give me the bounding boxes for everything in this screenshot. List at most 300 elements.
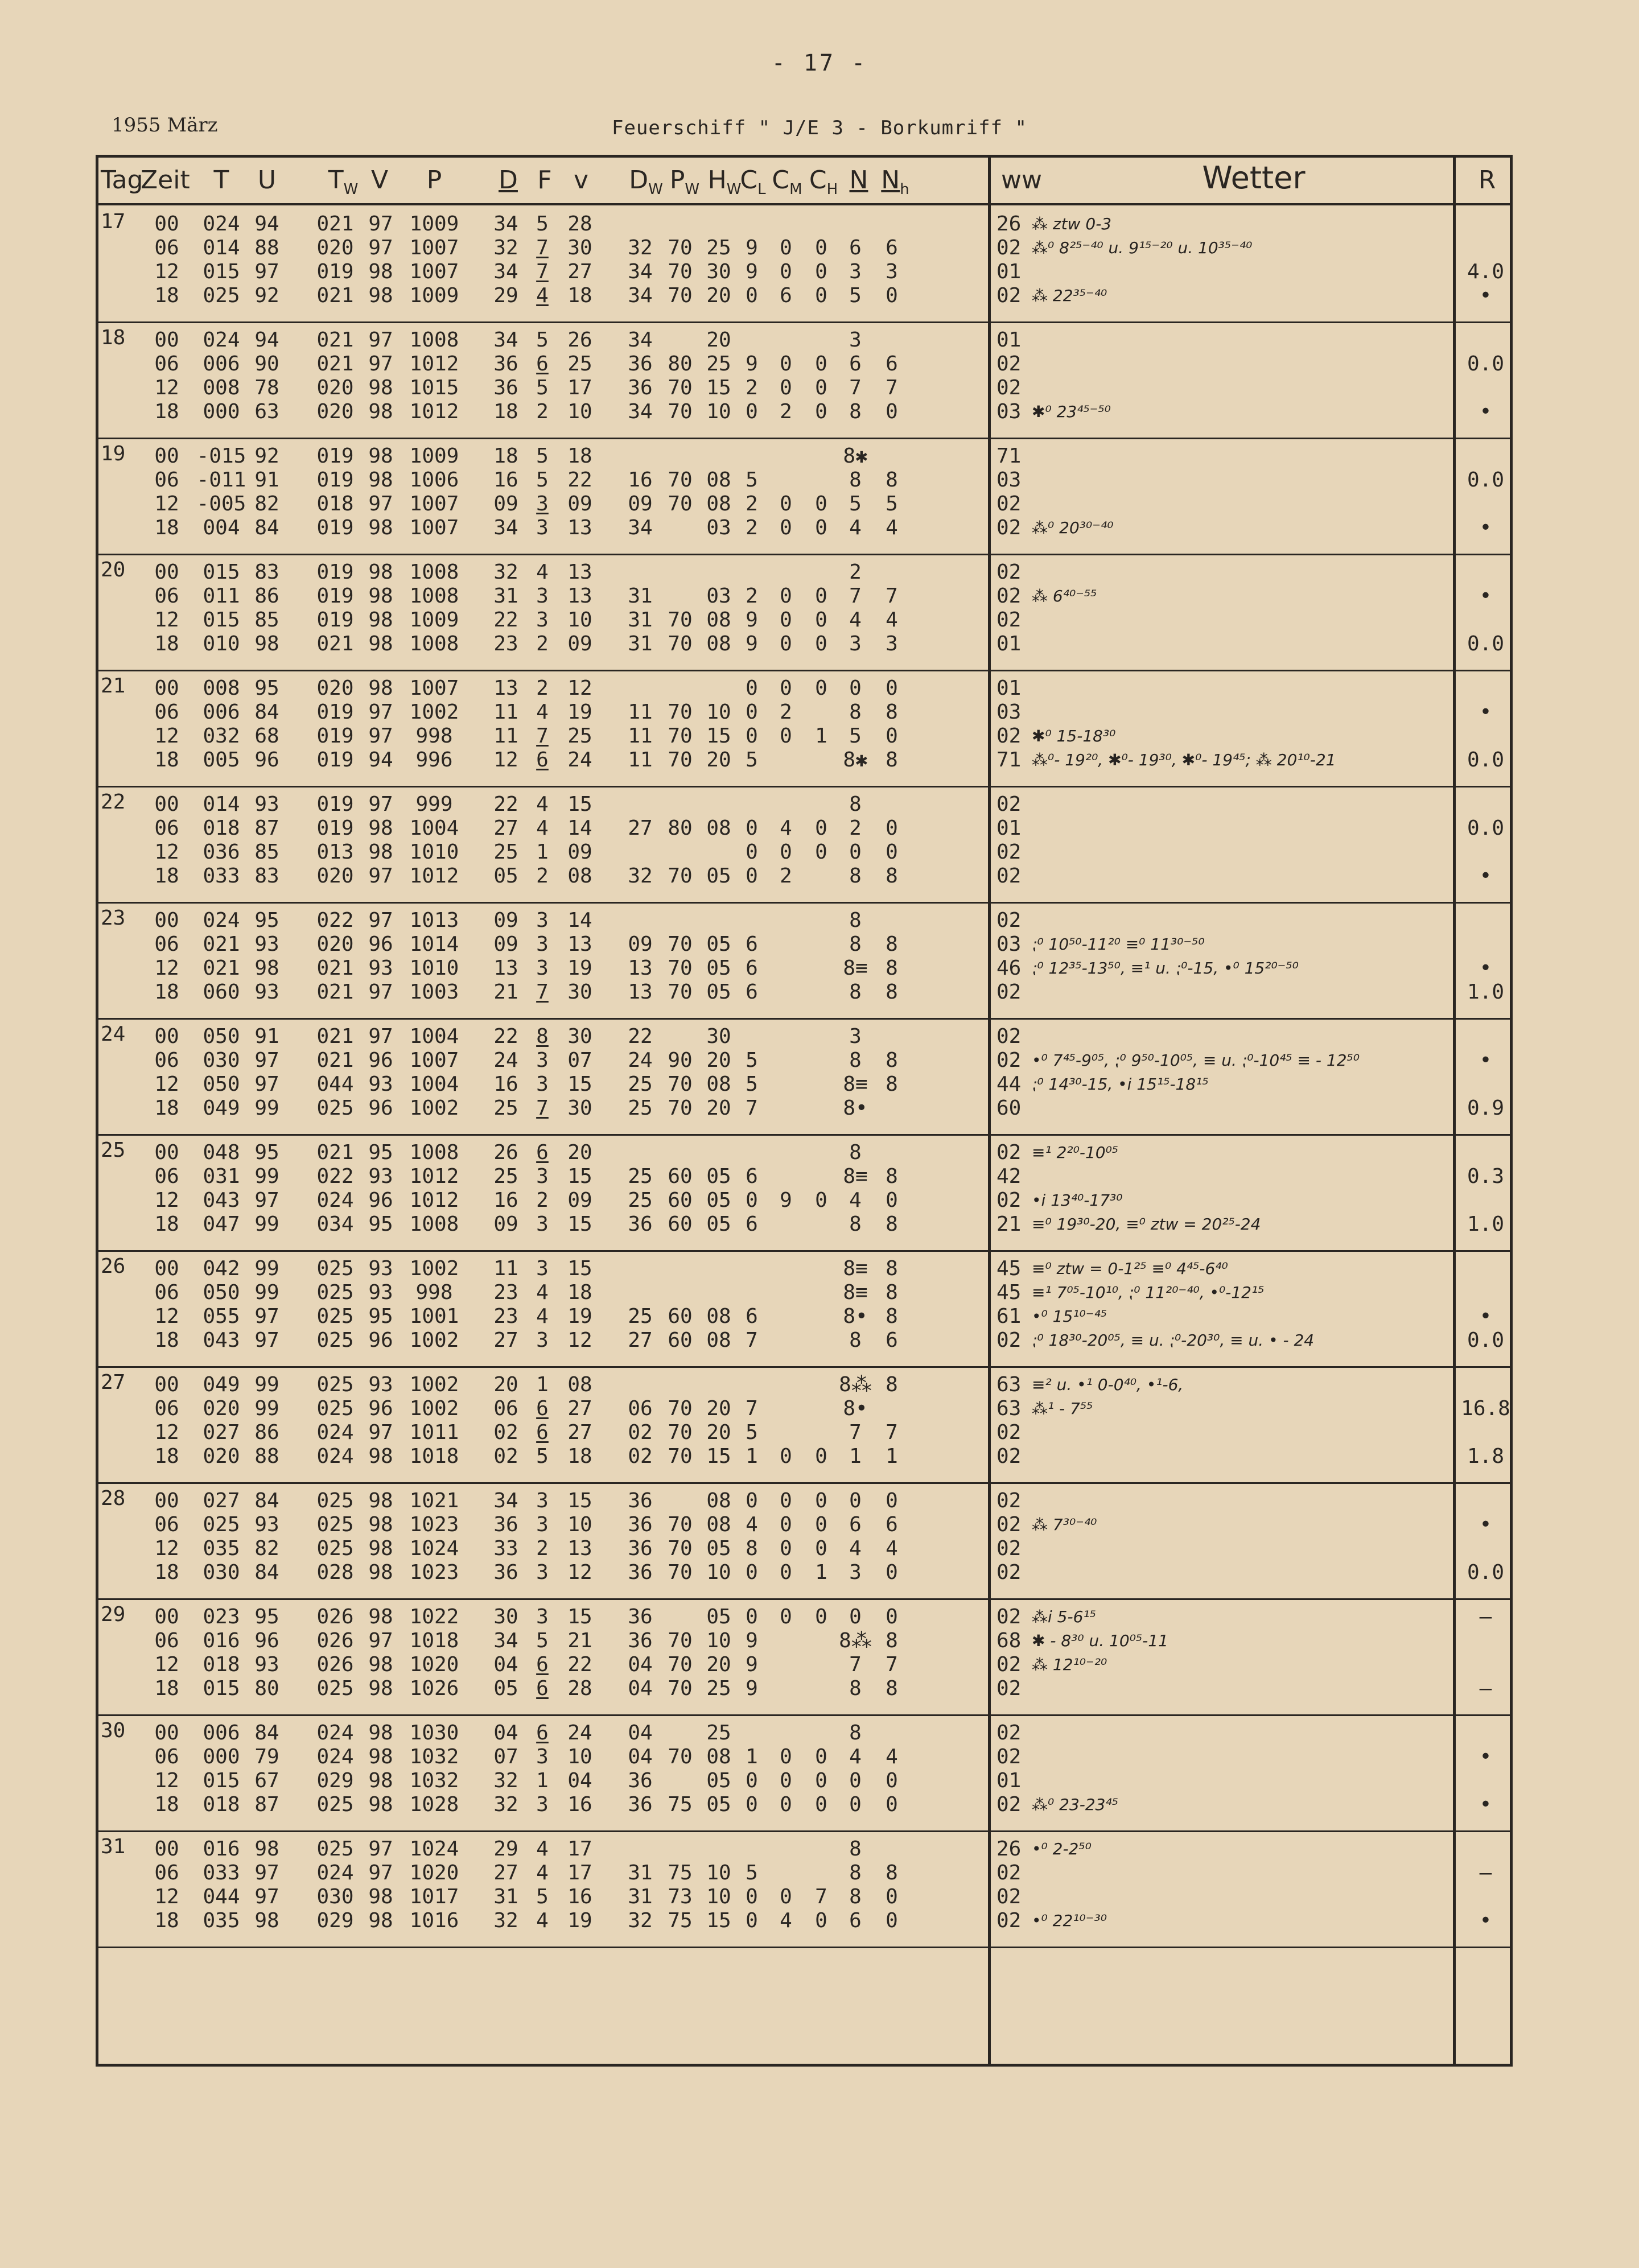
cell-f: 5 xyxy=(536,328,549,352)
day-block xyxy=(98,1482,1510,1598)
cell-ch: 0 xyxy=(815,1745,827,1768)
col-header-zeit: Zeit xyxy=(141,166,190,195)
cell-r: • xyxy=(1479,1909,1492,1932)
day-separator xyxy=(98,1018,1510,1020)
cell-tw: 025 xyxy=(316,1281,354,1304)
cell-p: 1012 xyxy=(409,1189,459,1212)
col-header-ww: ww xyxy=(1001,166,1042,195)
cell-t: 008 xyxy=(203,376,240,399)
cell-cm: 0 xyxy=(780,1605,792,1628)
cell-nh: 1 xyxy=(886,1445,898,1468)
cell-p: 1030 xyxy=(409,1721,459,1745)
cell-u: 84 xyxy=(254,1489,279,1512)
cell-vv: 09 xyxy=(567,1189,592,1212)
cell-wetter-remark: ≡⁰ ztw = 0-1²⁵ ≡⁰ 4⁴⁵-6⁴⁰ xyxy=(1032,1259,1228,1278)
cell-ww: 46 xyxy=(996,956,1022,980)
cell-ww: 02 xyxy=(996,864,1022,888)
day-block xyxy=(98,670,1510,786)
observation-row xyxy=(98,793,1510,817)
cell-ww: 63 xyxy=(996,1373,1022,1396)
cell-f: 3 xyxy=(536,1049,549,1072)
cell-ww: 02 xyxy=(996,560,1022,584)
cell-hw: 08 xyxy=(706,492,731,516)
cell-t: 006 xyxy=(203,352,240,376)
cell-dw: 31 xyxy=(628,584,653,608)
cell-ww: 61 xyxy=(996,1305,1022,1328)
cell-n: 8 xyxy=(849,1885,862,1908)
cell-d: 32 xyxy=(493,1909,518,1932)
cell-v: 97 xyxy=(368,1025,393,1048)
cell-zeit: 18 xyxy=(154,1329,179,1352)
cell-ch: 0 xyxy=(815,1793,827,1816)
cell-p: 1010 xyxy=(409,956,459,980)
cell-p: 1028 xyxy=(409,1793,459,1816)
cell-ww: 45 xyxy=(996,1257,1022,1280)
cell-v: 98 xyxy=(368,817,393,840)
cell-vv: 25 xyxy=(567,352,592,376)
cell-hw: 20 xyxy=(706,328,731,352)
cell-r: • xyxy=(1479,1049,1492,1072)
cell-dw: 09 xyxy=(628,933,653,956)
cell-t: 025 xyxy=(203,284,240,307)
cell-f: 7 xyxy=(536,260,549,283)
observation-row xyxy=(98,1885,1510,1909)
cell-p: 1024 xyxy=(409,1837,459,1861)
cell-tw: 044 xyxy=(316,1073,354,1096)
cell-cm: 0 xyxy=(780,1885,792,1908)
cell-zeit: 12 xyxy=(154,608,179,632)
cell-hw: 10 xyxy=(706,1629,731,1652)
cell-u: 84 xyxy=(254,700,279,724)
cell-d: 34 xyxy=(493,1489,518,1512)
cell-vv: 15 xyxy=(567,1489,592,1512)
cell-nh: 0 xyxy=(886,1561,898,1584)
cell-ww: 02 xyxy=(996,1513,1022,1536)
cell-d: 12 xyxy=(493,748,518,772)
cell-d: 02 xyxy=(493,1421,518,1444)
cell-ww: 01 xyxy=(996,817,1022,840)
cell-u: 88 xyxy=(254,1445,279,1468)
cell-v: 98 xyxy=(368,1885,393,1908)
cell-pw: 70 xyxy=(668,608,693,632)
cell-r: 0.0 xyxy=(1467,632,1505,655)
cell-v: 98 xyxy=(368,1909,393,1932)
cell-hw: 05 xyxy=(706,1769,731,1792)
cell-hw: 10 xyxy=(706,1561,731,1584)
cell-f: 3 xyxy=(536,909,549,932)
cell-d: 22 xyxy=(493,608,518,632)
cell-v: 94 xyxy=(368,748,393,772)
cell-n: 3 xyxy=(849,632,862,655)
cell-r: 0.9 xyxy=(1467,1096,1505,1120)
cell-v: 96 xyxy=(368,933,393,956)
cell-n: 4 xyxy=(849,516,862,539)
cell-dw: 16 xyxy=(628,468,653,492)
cell-t: 049 xyxy=(203,1373,240,1396)
cell-ww: 02 xyxy=(996,1329,1022,1352)
cell-t: 000 xyxy=(203,1745,240,1768)
cell-f: 8 xyxy=(536,1025,549,1048)
cell-r: – xyxy=(1479,1605,1492,1628)
cell-u: 86 xyxy=(254,1421,279,1444)
cell-ww: 02 xyxy=(996,909,1022,932)
cell-n: 8 xyxy=(849,980,862,1004)
cell-cl: 6 xyxy=(746,1305,758,1328)
day-number: 18 xyxy=(101,326,126,349)
cell-hw: 20 xyxy=(706,1421,731,1444)
cell-tw: 025 xyxy=(316,1677,354,1700)
cell-v: 97 xyxy=(368,793,393,816)
cell-vv: 04 xyxy=(567,1769,592,1792)
observation-row xyxy=(98,956,1510,980)
cell-dw: 34 xyxy=(628,284,653,307)
cell-dw: 04 xyxy=(628,1677,653,1700)
cell-pw: 70 xyxy=(668,1513,693,1536)
cell-d: 23 xyxy=(493,632,518,655)
cell-zeit: 12 xyxy=(154,260,179,283)
cell-zeit: 00 xyxy=(154,1141,179,1164)
cell-nh: 8 xyxy=(886,1165,898,1188)
cell-nh: 3 xyxy=(886,260,898,283)
cell-p: 1020 xyxy=(409,1653,459,1676)
day-separator xyxy=(98,1947,1510,1948)
cell-v: 96 xyxy=(368,1329,393,1352)
cell-tw: 022 xyxy=(316,1165,354,1188)
cell-zeit: 18 xyxy=(154,400,179,423)
cell-pw: 70 xyxy=(668,980,693,1004)
cell-f: 7 xyxy=(536,1096,549,1120)
cell-dw: 34 xyxy=(628,260,653,283)
cell-nh: 8 xyxy=(886,468,898,492)
cell-n: 8• xyxy=(843,1096,868,1120)
cell-vv: 12 xyxy=(567,1561,592,1584)
cell-t: 035 xyxy=(203,1909,240,1932)
cell-cl: 0 xyxy=(746,1909,758,1932)
cell-wetter-remark: ⁂ ztw 0-3 xyxy=(1032,215,1112,233)
cell-t: 024 xyxy=(203,328,240,352)
cell-cl: 5 xyxy=(746,748,758,772)
cell-t: 018 xyxy=(203,1793,240,1816)
observation-row xyxy=(98,1421,1510,1445)
cell-cl: 0 xyxy=(746,400,758,423)
cell-d: 34 xyxy=(493,516,518,539)
cell-ch: 0 xyxy=(815,1189,827,1212)
cell-tw: 021 xyxy=(316,352,354,376)
cell-wetter-remark: ⁏⁰ 12³⁵-13⁵⁰, ≡¹ u. ⁏⁰-15, •⁰ 15²⁰⁻⁵⁰ xyxy=(1032,959,1299,978)
day-separator xyxy=(98,1250,1510,1252)
observation-row xyxy=(98,1025,1510,1049)
cell-ch: 1 xyxy=(815,724,827,748)
day-number: 29 xyxy=(101,1603,126,1626)
cell-ww: 02 xyxy=(996,376,1022,399)
cell-wetter-remark: ⁂ 12¹⁰⁻²⁰ xyxy=(1032,1655,1107,1674)
cell-d: 21 xyxy=(493,980,518,1004)
cell-vv: 09 xyxy=(567,632,592,655)
cell-dw: 25 xyxy=(628,1165,653,1188)
cell-hw: 30 xyxy=(706,260,731,283)
cell-u: 63 xyxy=(254,400,279,423)
observation-row xyxy=(98,1721,1510,1745)
cell-d: 22 xyxy=(493,793,518,816)
cell-tw: 025 xyxy=(316,1397,354,1420)
cell-pw: 70 xyxy=(668,1397,693,1420)
cell-d: 34 xyxy=(493,212,518,236)
cell-pw: 70 xyxy=(668,1677,693,1700)
cell-v: 98 xyxy=(368,516,393,539)
cell-nh: 8 xyxy=(886,1861,898,1884)
cell-t: 015 xyxy=(203,260,240,283)
cell-v: 93 xyxy=(368,1257,393,1280)
cell-nh: 4 xyxy=(886,608,898,632)
cell-nh: 8 xyxy=(886,700,898,724)
cell-vv: 10 xyxy=(567,608,592,632)
cell-cl: 7 xyxy=(746,1397,758,1420)
cell-hw: 20 xyxy=(706,284,731,307)
cell-zeit: 06 xyxy=(154,468,179,492)
cell-tw: 028 xyxy=(316,1561,354,1584)
cell-ch: 0 xyxy=(815,284,827,307)
cell-hw: 15 xyxy=(706,1909,731,1932)
cell-nh: 8 xyxy=(886,980,898,1004)
cell-cm: 0 xyxy=(780,376,792,399)
cell-vv: 21 xyxy=(567,1629,592,1652)
cell-u: 97 xyxy=(254,1329,279,1352)
cell-t: 055 xyxy=(203,1305,240,1328)
cell-ww: 71 xyxy=(996,748,1022,772)
cell-u: 99 xyxy=(254,1165,279,1188)
cell-u: 99 xyxy=(254,1373,279,1396)
cell-vv: 22 xyxy=(567,468,592,492)
cell-cm: 0 xyxy=(780,1537,792,1560)
cell-n: 3 xyxy=(849,260,862,283)
cell-hw: 05 xyxy=(706,1189,731,1212)
cell-vv: 30 xyxy=(567,1025,592,1048)
cell-vv: 13 xyxy=(567,933,592,956)
cell-ww: 02 xyxy=(996,1421,1022,1444)
cell-wetter-remark: •⁰ 2-2⁵⁰ xyxy=(1032,1840,1092,1858)
cell-pw: 90 xyxy=(668,1049,693,1072)
cell-zeit: 00 xyxy=(154,1025,179,1048)
cell-tw: 024 xyxy=(316,1445,354,1468)
cell-wetter-remark: ⁂ 6⁴⁰⁻⁵⁵ xyxy=(1032,587,1097,605)
cell-f: 3 xyxy=(536,933,549,956)
cell-zeit: 00 xyxy=(154,909,179,932)
cell-nh: 0 xyxy=(886,1909,898,1932)
year-month-label: 1955 März xyxy=(112,114,218,137)
cell-hw: 03 xyxy=(706,516,731,539)
cell-n: 8 xyxy=(849,1837,862,1861)
cell-u: 97 xyxy=(254,1861,279,1884)
cell-tw: 013 xyxy=(316,840,354,864)
cell-tw: 020 xyxy=(316,400,354,423)
observation-row xyxy=(98,400,1510,424)
cell-d: 13 xyxy=(493,677,518,700)
cell-d: 22 xyxy=(493,1025,518,1048)
cell-t: 018 xyxy=(203,817,240,840)
cell-pw: 70 xyxy=(668,376,693,399)
cell-v: 93 xyxy=(368,1165,393,1188)
cell-ww: 02 xyxy=(996,1721,1022,1745)
cell-vv: 27 xyxy=(567,1397,592,1420)
cell-p: 1008 xyxy=(409,1141,459,1164)
cell-d: 09 xyxy=(493,933,518,956)
cell-zeit: 18 xyxy=(154,1213,179,1236)
cell-tw: 025 xyxy=(316,1373,354,1396)
col-header-dw: $D_W$ xyxy=(629,166,663,198)
cell-u: 85 xyxy=(254,840,279,864)
cell-vv: 30 xyxy=(567,236,592,259)
cell-ww: 01 xyxy=(996,260,1022,283)
cell-zeit: 00 xyxy=(154,328,179,352)
cell-ww: 02 xyxy=(996,608,1022,632)
cell-vv: 10 xyxy=(567,400,592,423)
cell-hw: 08 xyxy=(706,1305,731,1328)
observation-row xyxy=(98,352,1510,376)
cell-cl: 0 xyxy=(746,817,758,840)
day-separator xyxy=(98,1482,1510,1484)
day-separator xyxy=(98,670,1510,671)
cell-ww: 02 xyxy=(996,1677,1022,1700)
cell-n: 8 xyxy=(849,793,862,816)
cell-cm: 0 xyxy=(780,1793,792,1816)
col-header-r: R xyxy=(1478,166,1496,195)
cell-ww: 02 xyxy=(996,1489,1022,1512)
cell-p: 1032 xyxy=(409,1769,459,1792)
cell-ww: 02 xyxy=(996,1141,1022,1164)
cell-f: 3 xyxy=(536,608,549,632)
observation-row xyxy=(98,1165,1510,1189)
cell-t: 050 xyxy=(203,1281,240,1304)
observation-row xyxy=(98,980,1510,1004)
cell-pw: 80 xyxy=(668,817,693,840)
observation-row xyxy=(98,1073,1510,1096)
cell-nh: 7 xyxy=(886,584,898,608)
col-header-pw: $P_W$ xyxy=(669,166,700,198)
cell-dw: 32 xyxy=(628,864,653,888)
day-number: 30 xyxy=(101,1719,126,1742)
observation-row xyxy=(98,376,1510,400)
cell-n: 8• xyxy=(843,1397,868,1420)
cell-wetter-remark: •⁰ 22¹⁰⁻³⁰ xyxy=(1032,1911,1107,1930)
observation-row xyxy=(98,1629,1510,1653)
cell-hw: 15 xyxy=(706,724,731,748)
cell-f: 3 xyxy=(536,1257,549,1280)
cell-u: 84 xyxy=(254,1561,279,1584)
cell-dw: 02 xyxy=(628,1421,653,1444)
cell-dw: 25 xyxy=(628,1305,653,1328)
cell-zeit: 06 xyxy=(154,1629,179,1652)
cell-v: 98 xyxy=(368,1537,393,1560)
cell-pw: 70 xyxy=(668,492,693,516)
cell-pw: 75 xyxy=(668,1909,693,1932)
cell-cl: 0 xyxy=(746,1189,758,1212)
cell-nh: 0 xyxy=(886,1769,898,1792)
cell-n: 8 xyxy=(849,1861,862,1884)
cell-hw: 05 xyxy=(706,864,731,888)
cell-t: 043 xyxy=(203,1189,240,1212)
cell-nh: 8 xyxy=(886,1073,898,1096)
cell-v: 98 xyxy=(368,1677,393,1700)
cell-vv: 28 xyxy=(567,1677,592,1700)
cell-wetter-remark: ✱⁰ 23⁴⁵⁻⁵⁰ xyxy=(1032,402,1111,421)
cell-zeit: 00 xyxy=(154,444,179,468)
cell-tw: 021 xyxy=(316,1049,354,1072)
observation-row xyxy=(98,1329,1510,1352)
cell-vv: 17 xyxy=(567,1861,592,1884)
cell-wetter-remark: ⁂⁰- 19²⁰, ✱⁰- 19³⁰, ✱⁰- 19⁴⁵; ⁂ 20¹⁰-21 xyxy=(1032,750,1336,769)
cell-hw: 05 xyxy=(706,1537,731,1560)
observation-table xyxy=(96,155,1513,2067)
cell-tw: 026 xyxy=(316,1629,354,1652)
cell-f: 3 xyxy=(536,1745,549,1768)
cell-nh: 8 xyxy=(886,1049,898,1072)
cell-cl: 9 xyxy=(746,1653,758,1676)
cell-v: 93 xyxy=(368,956,393,980)
cell-d: 11 xyxy=(493,1257,518,1280)
cell-dw: 36 xyxy=(628,352,653,376)
cell-vv: 16 xyxy=(567,1793,592,1816)
cell-r: • xyxy=(1479,1513,1492,1536)
observation-row xyxy=(98,560,1510,584)
cell-tw: 021 xyxy=(316,980,354,1004)
cell-d: 06 xyxy=(493,1397,518,1420)
cell-d: 36 xyxy=(493,352,518,376)
cell-pw: 70 xyxy=(668,260,693,283)
cell-cm: 0 xyxy=(780,1561,792,1584)
cell-tw: 025 xyxy=(316,1489,354,1512)
cell-nh: 8 xyxy=(886,1677,898,1700)
cell-hw: 05 xyxy=(706,933,731,956)
cell-u: 88 xyxy=(254,236,279,259)
cell-v: 98 xyxy=(368,376,393,399)
cell-u: 99 xyxy=(254,1096,279,1120)
cell-t: 042 xyxy=(203,1257,240,1280)
cell-cl: 9 xyxy=(746,260,758,283)
cell-zeit: 00 xyxy=(154,677,179,700)
cell-v: 95 xyxy=(368,1213,393,1236)
observation-row xyxy=(98,840,1510,864)
cell-hw: 25 xyxy=(706,1721,731,1745)
cell-pw: 70 xyxy=(668,1537,693,1560)
cell-dw: 34 xyxy=(628,328,653,352)
cell-tw: 021 xyxy=(316,328,354,352)
page-number: - 17 - xyxy=(771,50,868,76)
cell-p: 1008 xyxy=(409,1213,459,1236)
cell-zeit: 12 xyxy=(154,724,179,748)
cell-u: 97 xyxy=(254,1073,279,1096)
cell-vv: 17 xyxy=(567,376,592,399)
cell-zeit: 18 xyxy=(154,1445,179,1468)
cell-tw: 019 xyxy=(316,468,354,492)
cell-cl: 0 xyxy=(746,1561,758,1584)
cell-wetter-remark: ✱⁰ 15-18³⁰ xyxy=(1032,727,1116,745)
cell-t: 032 xyxy=(203,724,240,748)
cell-r: • xyxy=(1479,1793,1492,1816)
day-number: 24 xyxy=(101,1022,126,1046)
day-number: 26 xyxy=(101,1255,126,1278)
cell-dw: 04 xyxy=(628,1721,653,1745)
cell-t: 011 xyxy=(203,584,240,608)
cell-n: 7 xyxy=(849,1653,862,1676)
cell-v: 98 xyxy=(368,468,393,492)
cell-u: 93 xyxy=(254,793,279,816)
day-separator xyxy=(98,438,1510,439)
day-block xyxy=(98,554,1510,670)
cell-pw: 70 xyxy=(668,956,693,980)
cell-ch: 0 xyxy=(815,1537,827,1560)
cell-zeit: 18 xyxy=(154,980,179,1004)
cell-f: 2 xyxy=(536,632,549,655)
